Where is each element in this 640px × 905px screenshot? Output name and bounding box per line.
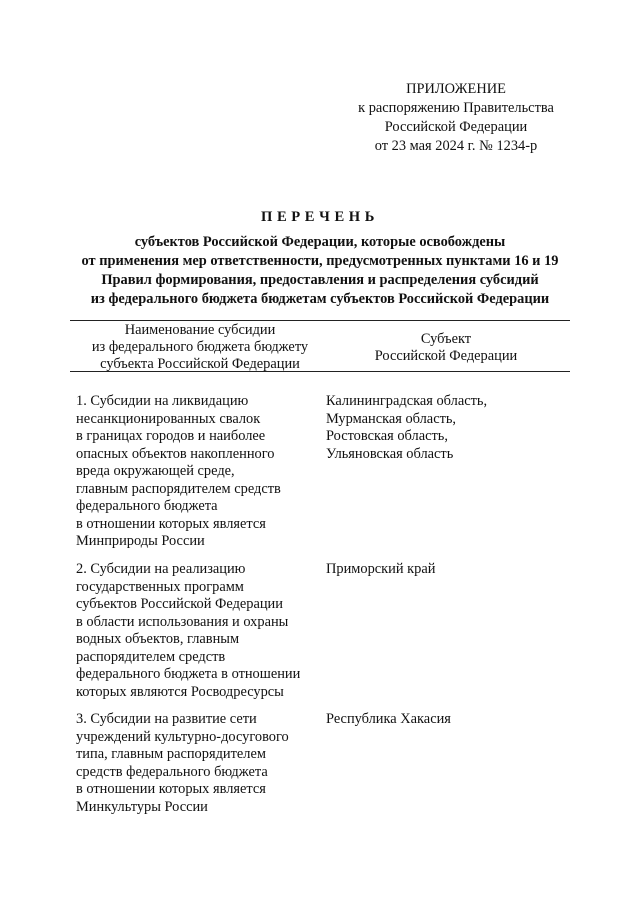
table-row-2-subjects: [326, 561, 566, 579]
subtitle-line: субъектов Российской Федерации, которые освобождены: [134, 234, 506, 250]
cell-line: Калининградская область,: [326, 393, 488, 409]
cell-line: Минкультуры России: [76, 798, 208, 815]
cell-line: в области использования и охраны: [76, 613, 289, 630]
appendix-line: Российской Федерации: [384, 119, 528, 135]
cell-line: 1. Субсидии на ликвидацию: [76, 393, 249, 409]
cell-line: 2. Субсидии на реализацию: [76, 561, 246, 577]
table-top-rule: [70, 320, 570, 321]
cell-line: главным распорядителем средств: [76, 480, 281, 497]
subtitle-line: от применения мер ответственности, предусмотренных пунктами 16 и 19: [81, 253, 559, 269]
cell-line: в отношении которых является: [76, 515, 266, 532]
cell-line: Республика Хакасия: [326, 711, 451, 727]
table-row-1-subsidy: [76, 393, 326, 551]
table-row-1-subjects: [326, 393, 566, 463]
cell-line: федерального бюджета: [76, 498, 218, 514]
cell-line: Мурманская область,: [326, 410, 457, 427]
column-header-subject: [340, 331, 552, 365]
appendix-line: к распоряжению Правительства: [358, 100, 554, 116]
cell-line: государственных программ: [76, 578, 244, 595]
cell-line: учреждений культурно-досугового: [76, 728, 289, 745]
cell-line: водных объектов, главным: [76, 631, 240, 647]
cell-line: федерального бюджета в отношении: [76, 666, 301, 682]
column-header-line: Наименование субсидии: [124, 322, 276, 338]
table-row-3-subsidy: [76, 711, 326, 816]
column-header-line: Российской Федерации: [374, 348, 518, 364]
cell-line: вреда окружающей среде,: [76, 463, 235, 479]
cell-line: 3. Субсидии на развитие сети: [76, 711, 257, 727]
column-header-subsidy: [70, 322, 330, 373]
document-title: ПЕРЕЧЕНЬ: [261, 209, 379, 225]
table-row-3-subjects: [326, 711, 566, 729]
table-header-rule: [70, 371, 570, 372]
cell-line: Приморский край: [326, 561, 436, 577]
cell-line: средств федерального бюджета: [76, 763, 268, 780]
column-header-line: субъекта Российской Федерации: [100, 356, 300, 372]
subtitle-line: Правил формирования, предоставления и распределения субсидий: [101, 272, 539, 288]
column-header-line: из федерального бюджета бюджету: [91, 339, 309, 355]
column-header-line: Субъект: [420, 331, 472, 347]
cell-line: в границах городов и наиболее: [76, 428, 266, 444]
cell-line: Ростовская область,: [326, 428, 448, 444]
appendix-line: от 23 мая 2024 г. № 1234-р: [374, 138, 538, 154]
appendix-header: [340, 80, 572, 156]
cell-line: Минприроды России: [76, 533, 205, 549]
cell-line: субъектов Российской Федерации: [76, 596, 283, 612]
cell-line: опасных объектов накопленного: [76, 445, 275, 462]
cell-line: типа, главным распорядителем: [76, 746, 266, 762]
cell-line: Ульяновская область: [326, 445, 454, 462]
table-row-2-subsidy: [76, 561, 326, 701]
appendix-line: ПРИЛОЖЕНИЕ: [406, 81, 506, 97]
subtitle-line: из федерального бюджета бюджетам субъектов Российской Федерации: [90, 291, 550, 307]
cell-line: распорядителем средств: [76, 648, 226, 665]
cell-line: в отношении которых является: [76, 781, 266, 797]
cell-line: которых являются Росводресурсы: [76, 683, 284, 700]
cell-line: несанкционированных свалок: [76, 410, 261, 427]
document-subtitle: [0, 233, 640, 309]
